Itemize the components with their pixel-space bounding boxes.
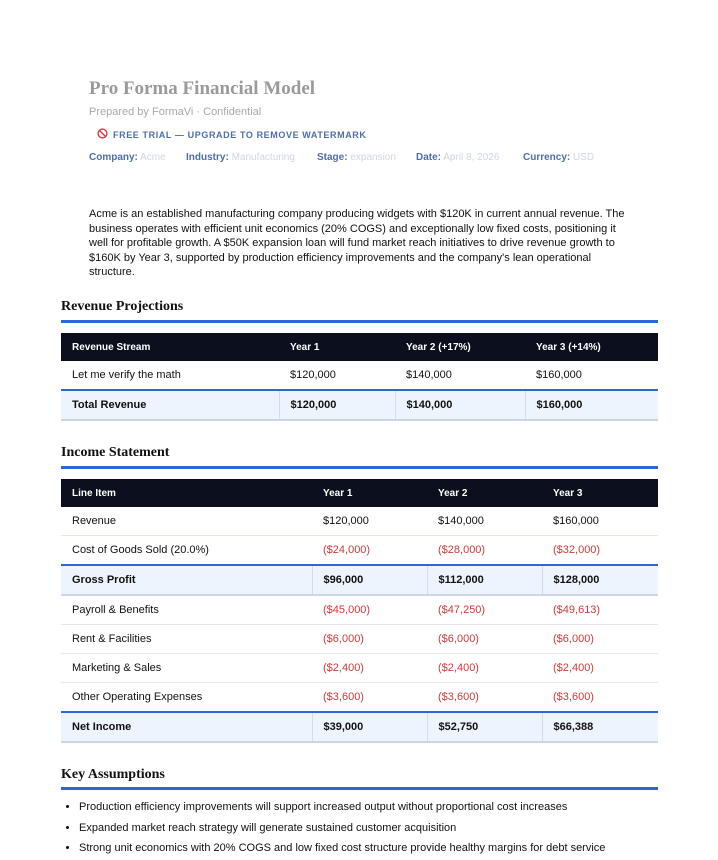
- table-cell: ($3,600): [542, 683, 658, 713]
- table-header: Year 3 (+14%): [525, 333, 658, 361]
- meta-stage-value: expansion: [350, 152, 396, 163]
- table-cell: $160,000: [542, 507, 658, 536]
- meta-date-label: Date:: [416, 152, 442, 163]
- revenue-section-rule: [61, 320, 658, 323]
- table-cell: $128,000: [542, 565, 658, 595]
- meta-date: [416, 152, 499, 163]
- subtotal-row: [61, 565, 658, 595]
- table-cell: $140,000: [395, 390, 525, 420]
- page-title: Pro Forma Financial Model: [89, 78, 316, 99]
- trial-banner[interactable]: [97, 128, 689, 141]
- meta-company-value: Acme: [140, 152, 166, 163]
- table-cell: ($28,000): [427, 536, 542, 566]
- table-header: Year 2: [427, 479, 542, 507]
- table-row: [61, 595, 658, 625]
- table-cell: ($6,000): [542, 625, 658, 654]
- meta-industry-label: Industry:: [186, 152, 229, 163]
- meta-currency: [523, 152, 594, 163]
- meta-company-label: Company:: [89, 152, 138, 163]
- page-subtitle: Prepared by FormaVi · Confidential: [89, 106, 262, 118]
- table-header-row: [61, 333, 658, 361]
- table-row: [61, 361, 658, 390]
- revenue-section-title: Revenue Projections: [61, 299, 184, 314]
- meta-currency-value: USD: [573, 152, 595, 163]
- income-section-rule: [61, 466, 658, 469]
- table-row: [61, 507, 658, 536]
- assumptions-section-title: Key Assumptions: [61, 767, 165, 782]
- list-item: • Expanded market reach strategy will generate sustained customer acquisition: [79, 819, 699, 840]
- row-label: Other Operating Expenses: [61, 683, 312, 713]
- table-cell: $112,000: [427, 565, 542, 595]
- table-cell: $120,000: [279, 390, 395, 420]
- intro-paragraph: Acme is an established manufacturing company producing widgets with $120K in current annual revenue. The business operates with efficient unit economics (20% COGS) and exceptionally low fixed costs, positioning it well for profitable growth. A $50K expansion loan will fund market reach initiatives to drive revenue growth to $160K by Year 3, supported by production efficiency improvements and the company's lean operational structure.: [89, 208, 625, 278]
- meta-company: [89, 152, 166, 163]
- trial-banner-text: FREE TRIAL — UPGRADE TO REMOVE WATERMARK: [113, 129, 367, 140]
- document-header: [89, 77, 689, 141]
- row-label: Total Revenue: [61, 390, 279, 420]
- table-cell: $52,750: [427, 712, 542, 742]
- meta-date-value: April 8, 2026: [443, 152, 500, 163]
- table-row: [61, 683, 658, 713]
- meta-industry: [186, 152, 295, 163]
- table-cell: ($3,600): [427, 683, 542, 713]
- meta-industry-value: Manufacturing: [231, 152, 295, 163]
- row-label: Payroll & Benefits: [61, 595, 312, 625]
- document-meta: [89, 152, 689, 166]
- table-cell: ($2,400): [312, 654, 427, 683]
- meta-stage-label: Stage:: [317, 152, 348, 163]
- table-cell: $96,000: [312, 565, 427, 595]
- income-table: [61, 479, 658, 743]
- row-label: Revenue: [61, 507, 312, 536]
- table-cell: $160,000: [525, 390, 658, 420]
- no-entry-icon: [97, 128, 113, 141]
- total-row: [61, 712, 658, 742]
- table-header: Line Item: [61, 479, 312, 507]
- table-row: [61, 536, 658, 566]
- assumptions-list: [61, 798, 699, 860]
- meta-stage: [317, 152, 396, 163]
- meta-currency-label: Currency:: [523, 152, 571, 163]
- table-header: Revenue Stream: [61, 333, 279, 361]
- table-cell: ($47,250): [427, 595, 542, 625]
- table-cell: $66,388: [542, 712, 658, 742]
- table-cell: $39,000: [312, 712, 427, 742]
- table-row: [61, 625, 658, 654]
- table-cell: ($45,000): [312, 595, 427, 625]
- row-label: Rent & Facilities: [61, 625, 312, 654]
- row-label: Cost of Goods Sold (20.0%): [61, 536, 312, 566]
- table-cell: ($2,400): [542, 654, 658, 683]
- table-header: Year 2 (+17%): [395, 333, 525, 361]
- table-cell: ($49,613): [542, 595, 658, 625]
- table-cell: $160,000: [525, 361, 658, 390]
- table-cell: $120,000: [312, 507, 427, 536]
- list-item: • Production efficiency improvements will support increased output without proportional cost increases: [79, 798, 699, 819]
- table-cell: ($32,000): [542, 536, 658, 566]
- table-header: Year 3: [542, 479, 658, 507]
- row-label: Let me verify the math: [61, 361, 279, 390]
- assumptions-section-rule: [61, 787, 658, 790]
- table-cell: ($6,000): [312, 625, 427, 654]
- table-row: [61, 654, 658, 683]
- list-item: • Strong unit economics with 20% COGS and low fixed cost structure provide healthy margins for debt service: [79, 839, 699, 860]
- table-cell: $140,000: [395, 361, 525, 390]
- revenue-table: [61, 333, 658, 421]
- table-cell: $140,000: [427, 507, 542, 536]
- row-label: Marketing & Sales: [61, 654, 312, 683]
- income-section-title: Income Statement: [61, 445, 170, 460]
- table-header-row: [61, 479, 658, 507]
- total-row: [61, 390, 658, 420]
- row-label: Gross Profit: [61, 565, 312, 595]
- table-cell: ($2,400): [427, 654, 542, 683]
- row-label: Net Income: [61, 712, 312, 742]
- table-header: Year 1: [279, 333, 395, 361]
- table-cell: $120,000: [279, 361, 395, 390]
- table-cell: ($3,600): [312, 683, 427, 713]
- table-header: Year 1: [312, 479, 427, 507]
- table-cell: ($6,000): [427, 625, 542, 654]
- table-cell: ($24,000): [312, 536, 427, 566]
